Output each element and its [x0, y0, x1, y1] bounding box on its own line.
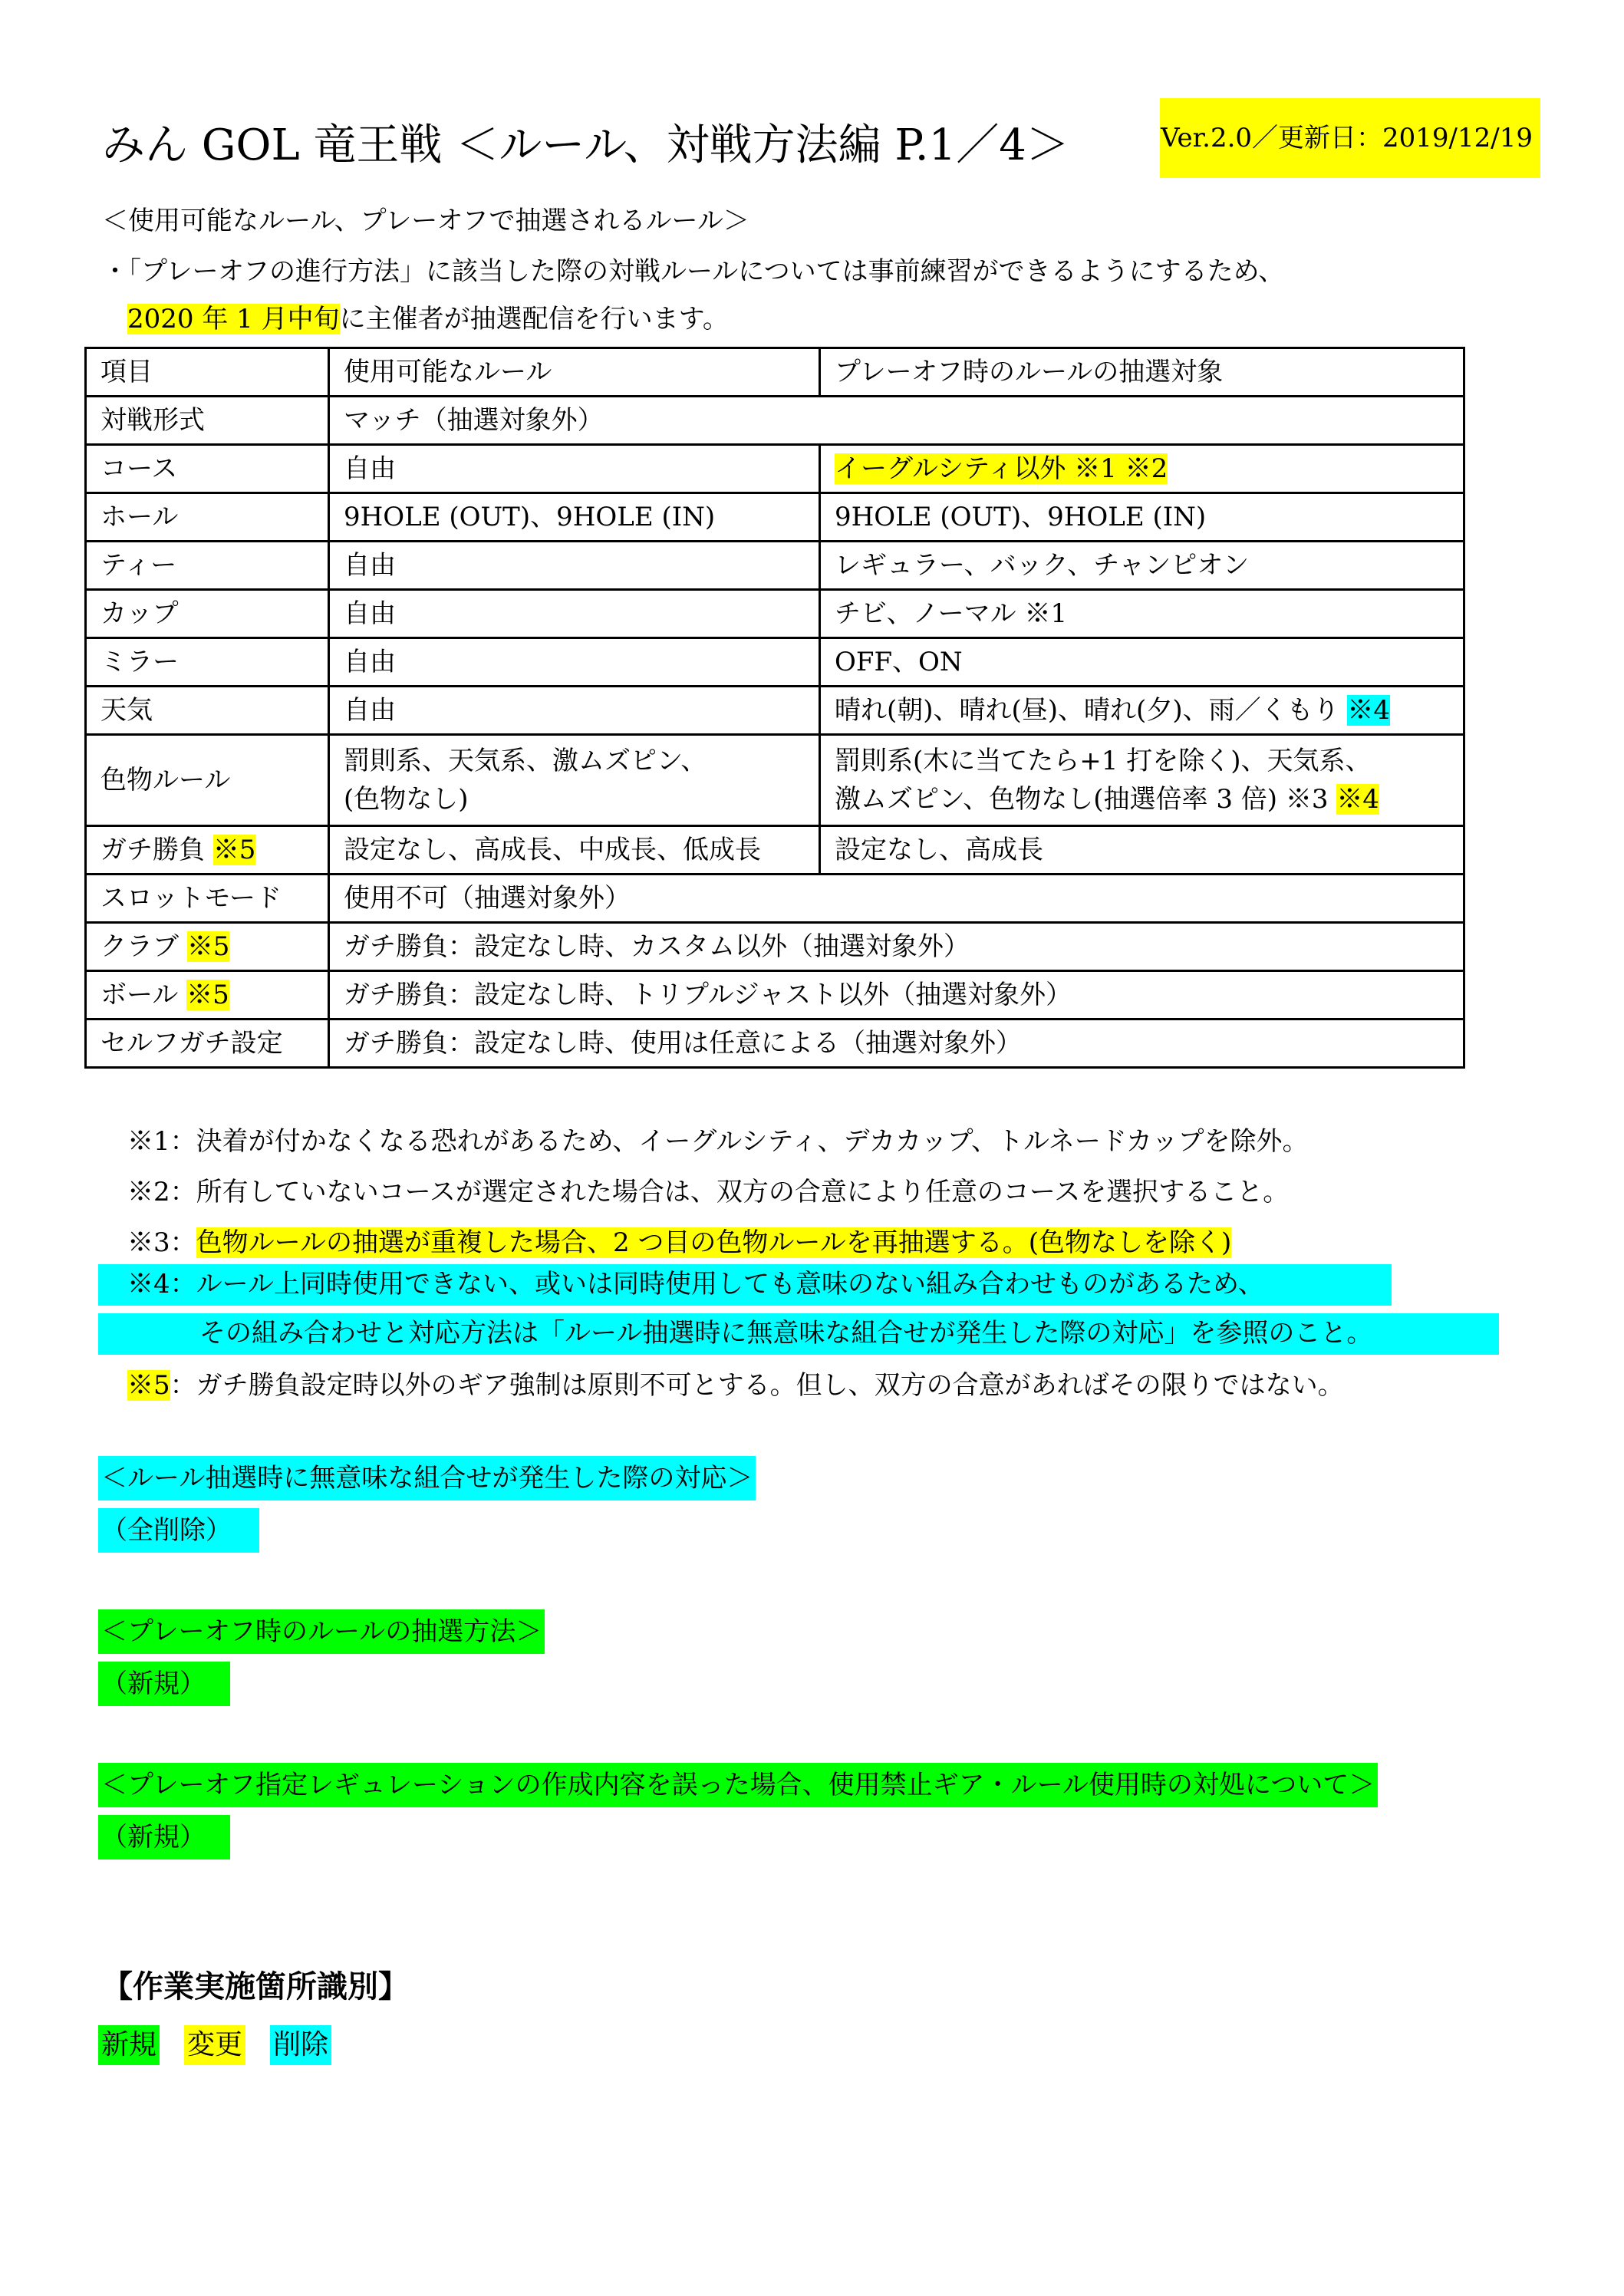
- table-header-row: [86, 348, 1464, 397]
- row-playoff: [820, 445, 1464, 493]
- footnote-5-text: ：ガチ勝負設定時以外のギア強制は原則不可とする。但し、双方の合意があればその限りではない。: [170, 1370, 1344, 1401]
- row-item: [86, 826, 329, 875]
- club-item-text: クラブ: [100, 931, 187, 962]
- row-playoff: [820, 735, 1464, 826]
- header-allowed: 使用可能なルール: [329, 348, 820, 397]
- legend-change: 変更: [184, 2025, 245, 2065]
- table-row: [86, 445, 1464, 493]
- row-allowed: 自由: [329, 687, 820, 735]
- legend-new: 新規: [98, 2025, 160, 2065]
- row-playoff: レギュラー、バック、チャンピオン: [820, 542, 1464, 590]
- color-note-mark: ※4: [1336, 784, 1379, 815]
- course-playoff-highlight: イーグルシティ以外 ※1 ※2: [835, 453, 1168, 484]
- table-row: [86, 1020, 1464, 1068]
- intro-line-2: [127, 301, 729, 338]
- row-item: ミラー: [86, 638, 329, 687]
- table-row: [86, 735, 1464, 826]
- row-playoff: 設定なし、高成長: [820, 826, 1464, 875]
- row-item: コース: [86, 445, 329, 493]
- footnote-5-mark: ※5: [127, 1370, 170, 1401]
- footnote-2: ※2：所有していないコースが選定された場合は、双方の合意により任意のコースを選択すること。: [127, 1177, 1290, 1207]
- table-row: [86, 493, 1464, 542]
- color-allowed-line-2: (色物なし): [344, 784, 469, 815]
- row-merged-value: ガチ勝負：設定なし時、トリプルジャスト以外（抽選対象外）: [329, 971, 1464, 1020]
- table-row: [86, 590, 1464, 638]
- table-row: [86, 687, 1464, 735]
- section-3-title: ＜プレーオフ指定レギュレーションの作成内容を誤った場合、使用禁止ギア・ルール使用時の対処について＞: [98, 1763, 1378, 1807]
- row-playoff: チビ、ノーマル ※1: [820, 590, 1464, 638]
- row-allowed: 設定なし、高成長、中成長、低成長: [329, 826, 820, 875]
- row-merged-value: 使用不可（抽選対象外）: [329, 875, 1464, 923]
- ball-item-text: ボール: [100, 980, 187, 1010]
- row-merged-value: ガチ勝負：設定なし時、カスタム以外（抽選対象外）: [329, 923, 1464, 971]
- table-row: [86, 638, 1464, 687]
- row-item: 対戦形式: [86, 397, 329, 445]
- row-item: [86, 923, 329, 971]
- row-allowed: 自由: [329, 590, 820, 638]
- footnote-3: [127, 1223, 1231, 1263]
- gachi-note-mark: ※5: [212, 835, 256, 865]
- section-1-body: （全削除）: [98, 1508, 259, 1553]
- footnote-4-line-1: ※4：ルール上同時使用できない、或いは同時使用しても意味のない組み合わせものがあるため、: [98, 1264, 1392, 1306]
- row-allowed: 自由: [329, 542, 820, 590]
- weather-playoff-text: 晴れ(朝)、晴れ(昼)、晴れ(夕)、雨／くもり: [835, 695, 1348, 726]
- section-2-title: ＜プレーオフ時のルールの抽選方法＞: [98, 1609, 545, 1654]
- footnote-4-line-2: その組み合わせと対応方法は「ルール抽選時に無意味な組合せが発生した際の対応」を参照のこと。: [98, 1313, 1499, 1355]
- ball-note-mark: ※5: [186, 980, 229, 1010]
- intro-heading: ＜使用可能なルール、プレーオフで抽選されるルール＞: [102, 206, 749, 236]
- legend-delete: 削除: [270, 2025, 331, 2065]
- footnote-1: ※1：決着が付かなくなる恐れがあるため、イーグルシティ、デカカップ、トルネードカップを除外。: [127, 1126, 1309, 1157]
- footnote-3-highlight: 色物ルールの抽選が重複した場合、2 つ目の色物ルールを再抽選する。(色物なしを除く): [196, 1227, 1232, 1258]
- header-item: 項目: [86, 348, 329, 397]
- row-merged-value: マッチ（抽選対象外）: [329, 397, 1464, 445]
- gachi-item-text: ガチ勝負: [100, 835, 213, 865]
- intro-line-2-rest: に主催者が抽選配信を行います。: [339, 304, 729, 334]
- row-allowed: 自由: [329, 638, 820, 687]
- intro-date-highlight: 2020 年 1 月中旬: [127, 304, 340, 334]
- table-row: [86, 397, 1464, 445]
- row-playoff: OFF、ON: [820, 638, 1464, 687]
- color-playoff-line-2: [835, 780, 1449, 819]
- row-item: セルフガチ設定: [86, 1020, 329, 1068]
- footnote-5: [127, 1365, 1344, 1405]
- color-playoff-line-2-text: 激ムズピン、色物なし(抽選倍率 3 倍) ※3: [835, 784, 1337, 815]
- row-playoff: [820, 687, 1464, 735]
- club-note-mark: ※5: [186, 931, 230, 962]
- row-allowed: 自由: [329, 445, 820, 493]
- table-row: [86, 826, 1464, 875]
- row-item: [86, 971, 329, 1020]
- row-item: スロットモード: [86, 875, 329, 923]
- intro-line-1: ・「プレーオフの進行方法」に該当した際の対戦ルールについては事前練習ができるようにするため、: [102, 256, 1285, 287]
- color-allowed-line-1: 罰則系、天気系、激ムズピン、: [344, 746, 707, 776]
- version-badge: Ver.2.0／更新日：2019/12/19: [1160, 98, 1540, 178]
- row-allowed: 9HOLE (OUT)、9HOLE (IN): [329, 493, 820, 542]
- row-item: 天気: [86, 687, 329, 735]
- table-row: [86, 923, 1464, 971]
- page-title: みん GOL 竜王戦 ＜ルール、対戦方法編 P.1／4＞: [102, 120, 1069, 170]
- row-allowed: [329, 735, 820, 826]
- row-item: ティー: [86, 542, 329, 590]
- footnote-3-prefix: ※3：: [127, 1227, 196, 1258]
- row-item: ホール: [86, 493, 329, 542]
- row-merged-value: ガチ勝負：設定なし時、使用は任意による（抽選対象外）: [329, 1020, 1464, 1068]
- table-row: [86, 971, 1464, 1020]
- section-3-body: （新規）: [98, 1815, 230, 1860]
- rules-table: [84, 347, 1465, 1069]
- row-playoff: 9HOLE (OUT)、9HOLE (IN): [820, 493, 1464, 542]
- color-playoff-line-1: 罰則系(木に当てたら+1 打を除く)、天気系、: [835, 746, 1372, 776]
- table-row: [86, 875, 1464, 923]
- legend-title: 【作業実施箇所識別】: [102, 1969, 409, 2004]
- section-2-body: （新規）: [98, 1662, 230, 1706]
- header-playoff: プレーオフ時のルールの抽選対象: [820, 348, 1464, 397]
- row-item: カップ: [86, 590, 329, 638]
- weather-note-mark: ※4: [1347, 695, 1391, 726]
- row-item: 色物ルール: [86, 735, 329, 826]
- section-1-title: ＜ルール抽選時に無意味な組合せが発生した際の対応＞: [98, 1456, 756, 1500]
- table-row: [86, 542, 1464, 590]
